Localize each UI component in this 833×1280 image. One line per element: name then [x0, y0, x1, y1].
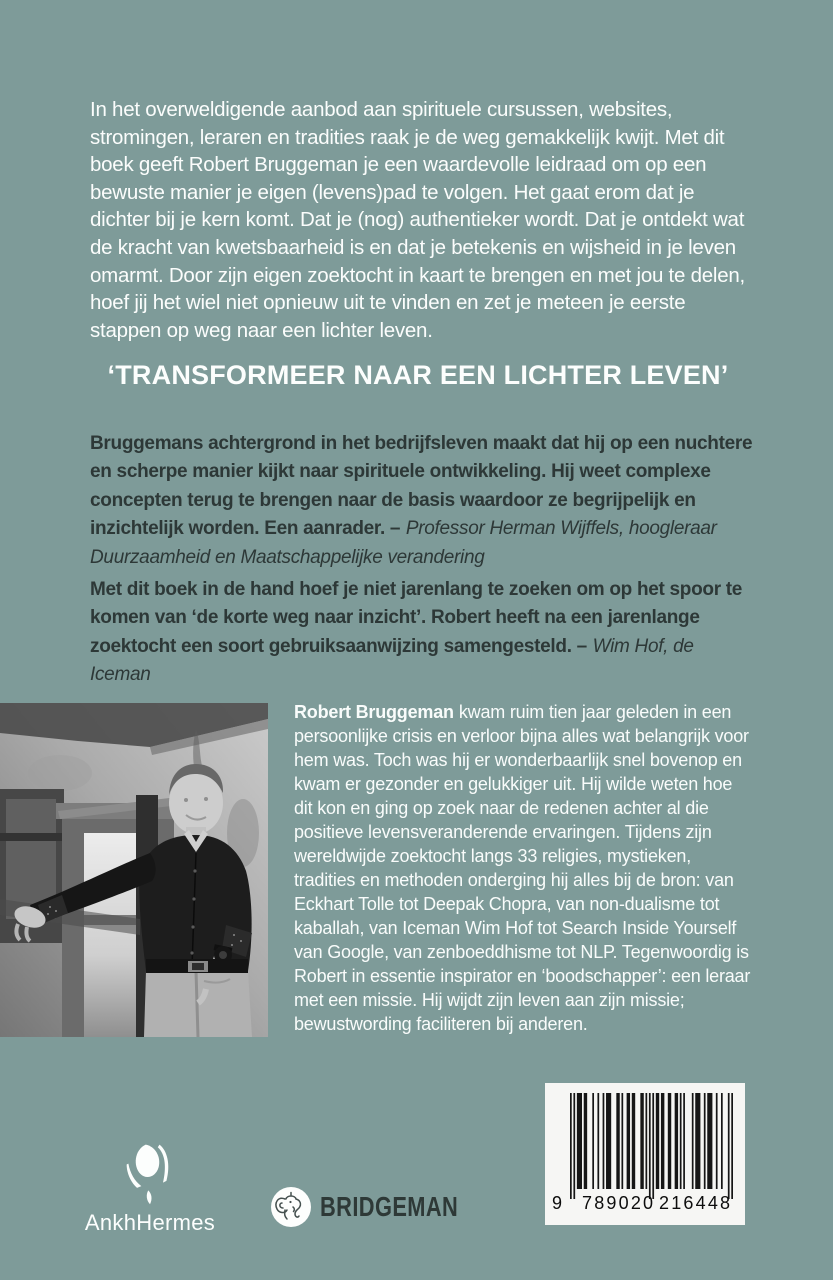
quote-text: Bruggemans achtergrond in het bedrijfsleven maakt dat hij op een nuchtere en scherpe manier kijkt naar spirituele ontwikkeling. Hij weet complexe concepten terug te brengen naar de basis waardoor ze begrijpelijk en inzichtelijk worden. Een aanrader. – — [90, 433, 753, 540]
ankh-icon — [124, 1142, 176, 1206]
author-photo-illustration — [0, 703, 268, 1037]
quote-text: Met dit boek in de hand hoef je niet jarenlang te zoeken om op het spoor te komen van ‘de korte weg naar inzicht’. Robert heeft na een jarenlange zoektocht een soort gebruiksaanwijzing samengesteld. – — [90, 579, 743, 657]
publisher-logo — [80, 1142, 220, 1236]
publisher-name: AnkhHermes — [84, 1210, 216, 1235]
headline: ‘TRANSFORMEER NAAR EEN LICHTER LEVEN’ — [107, 360, 729, 390]
isbn-prefix: 9 — [552, 1193, 565, 1213]
author-name: Robert Bruggeman — [294, 702, 454, 722]
intro-paragraph: In het overweldigende aanbod aan spirituele cursussen, websites, stromingen, leraren en tradities raak je de weg gemakkelijk kwijt. Met dit boek geeft Robert Bruggeman je een waardevolle leidraad om op een bewuste manier je eigen (levens)pad te volgen. Het gaat erom dat je dichter bij je kern komt. Dat je (nog) authentieker wordt. Dat je ontdekt wat de kracht van kwetsbaarheid is en dat je betekenis en wijsheid in je leven omarmt. Door zijn eigen zoektocht in kaart te brengen en met jou te delen, hoef jij het wiel niet opnieuw uit te vinden en zet je meteen je eerste stappen op weg naar een lichter leven. — [90, 98, 745, 342]
quote-attribution: Wim Hof, de Iceman — [90, 635, 694, 686]
bridgeman-logo — [270, 1186, 497, 1228]
elephant-icon — [270, 1186, 312, 1228]
quote-attribution: Professor Herman Wijffels, hoogleraar Duurzaamheid en Maatschappelijke verandering — [90, 518, 717, 568]
bridgeman-name: BRIDGEMAN — [320, 1191, 459, 1222]
barcode-digits — [545, 1193, 745, 1219]
isbn-group1: 789020 — [582, 1193, 656, 1213]
author-bio-text: kwam ruim tien jaar geleden in een persoonlijke crisis en verloor bijna alles wat belangrijk voor hem was. Toch was hij er wonderbaarlijk snel bovenop en kwam er gezonder en gelukkiger uit. Hij wilde weten hoe dit kon en ging op zoek naar de redenen achter al die positieve levensveranderende ervaringen. Tijdens zijn wereldwijde zoektocht langs 33 religies, mystieken, tradities en methoden onderging hij alles bij de bron: van Eckhart Tolle tot Deepak Chopra, van non-dualisme tot kaballah, van Iceman Wim Hof tot Search Inside Yourself van Google, van zenboeddhisme tot NLP. Tegenwoordig is Robert in essentie inspirator en ‘boodschapper’: een leraar met een missie. Hij wijdt zijn leven aan zijn missie; bewustwording faciliteren bij anderen. — [294, 702, 751, 1034]
isbn-group2: 216448 — [659, 1193, 733, 1213]
author-photo — [0, 703, 268, 1037]
barcode — [545, 1083, 745, 1225]
barcode-bars — [570, 1093, 733, 1199]
endorsement-quote-wijffels — [90, 430, 754, 572]
endorsement-quote-wim-hof — [90, 576, 754, 690]
author-bio — [294, 700, 754, 1036]
